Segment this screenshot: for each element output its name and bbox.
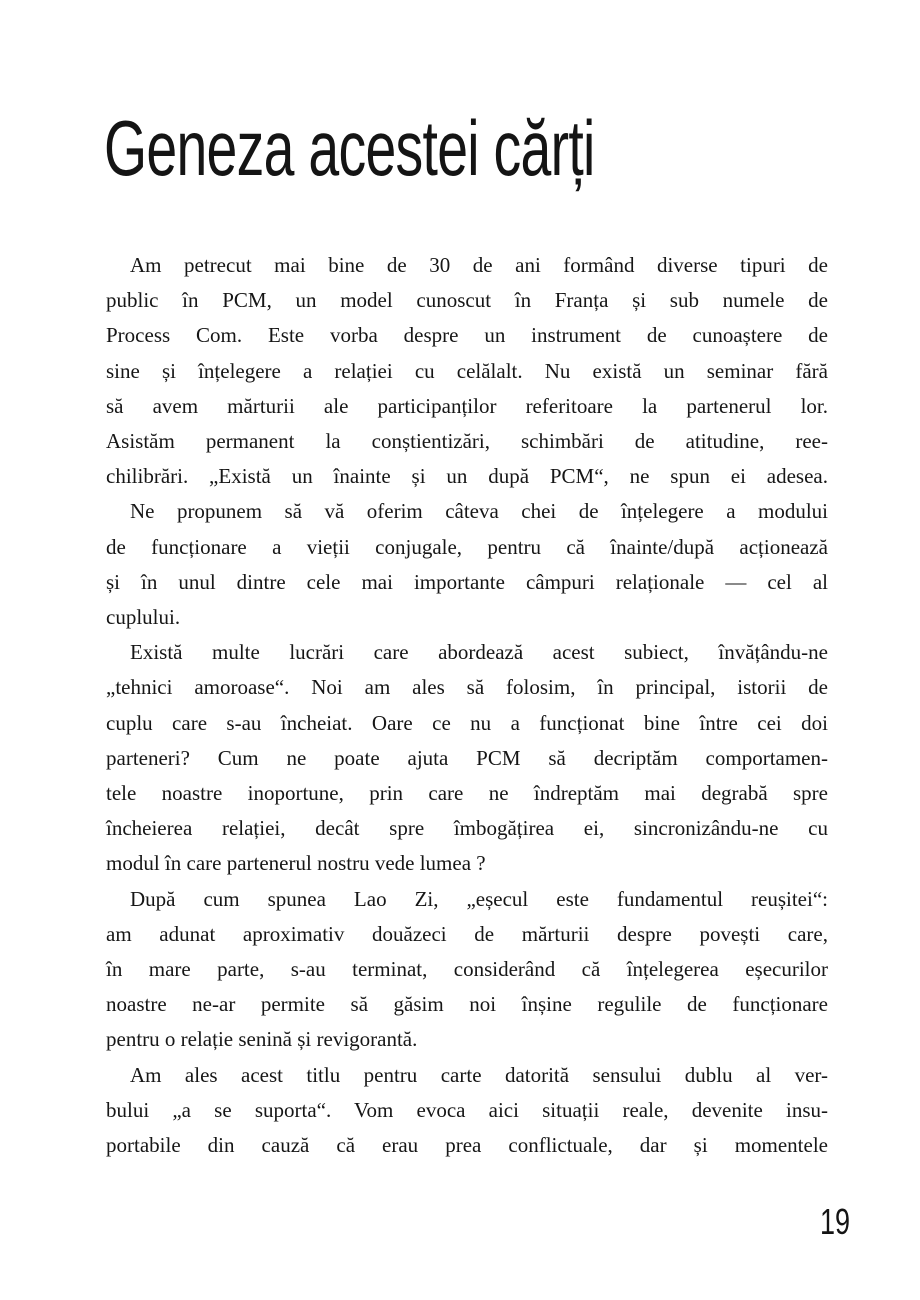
text-line: cuplului.: [106, 605, 181, 630]
paragraph: [106, 1058, 828, 1164]
text-line: și în unul dintre cele mai importante câmpuri relaționale — cel al: [106, 569, 828, 594]
chapter-title: Geneza acestei cărți: [104, 104, 595, 192]
text-line: modul în care partenerul nostru vede lumea ?: [106, 851, 486, 876]
text-line: public în PCM, un model cunoscut în Franța și sub numele de: [106, 288, 828, 313]
page-number: 19: [820, 1201, 851, 1242]
paragraph: [106, 494, 828, 635]
paragraph: [106, 882, 828, 1058]
text-line: tele noastre inoportune, prin care ne îndreptăm mai degrabă spre: [106, 781, 828, 806]
paragraph: [106, 635, 828, 881]
text-line: am adunat aproximativ douăzeci de mărturii despre povești care,: [106, 921, 828, 946]
paragraph: [106, 248, 828, 494]
text-line: pentru o relație senină și revigorantă.: [106, 1027, 418, 1052]
text-line: încheierea relației, decât spre îmbogățirea ei, sincronizându-ne cu: [106, 816, 828, 841]
text-line: în mare parte, s-au terminat, considerând că înțelegerea eșecurilor: [106, 957, 828, 982]
text-line: parteneri? Cum ne poate ajuta PCM să decriptăm comportamen-: [106, 745, 828, 770]
text-line: Am petrecut mai bine de 30 de ani formând diverse tipuri de: [130, 253, 828, 277]
text-line: cuplu care s-au încheiat. Oare ce nu a funcționat bine între cei doi: [106, 710, 828, 735]
text-line: Am ales acest titlu pentru carte datorită sensului dublu al ver-: [130, 1062, 828, 1087]
text-line: Asistăm permanent la conștientizări, schimbări de atitudine, ree-: [106, 429, 828, 454]
text-line: să avem mărturii ale participanților referitoare la partenerul lor.: [106, 393, 828, 418]
text-line: portabile din cauză că erau prea conflictuale, dar și momentele: [106, 1133, 828, 1158]
text-line: După cum spunea Lao Zi, „eșecul este fundamentul reușitei“:: [130, 886, 828, 911]
text-line: de funcționare a vieții conjugale, pentru că înainte/după acționează: [106, 534, 828, 559]
text-line: Există multe lucrări care abordează acest subiect, învățându-ne: [130, 640, 828, 665]
text-line: bului „a se suporta“. Vom evoca aici situații reale, devenite insu-: [106, 1097, 828, 1122]
text-line: Ne propunem să vă oferim câteva chei de înțelegere a modului: [130, 499, 828, 524]
body-text: [106, 248, 828, 1163]
text-line: noastre ne-ar permite să găsim noi înșine regulile de funcționare: [106, 992, 828, 1017]
text-line: Process Com. Este vorba despre un instrument de cunoaștere de: [106, 323, 828, 348]
text-line: sine și înțelegere a relației cu celălalt. Nu există un seminar fără: [106, 358, 828, 383]
text-line: „tehnici amoroase“. Noi am ales să folosim, în principal, istorii de: [106, 675, 828, 700]
text-line: chilibrări. „Există un înainte și un după PCM“, ne spun ei adesea.: [106, 464, 828, 489]
